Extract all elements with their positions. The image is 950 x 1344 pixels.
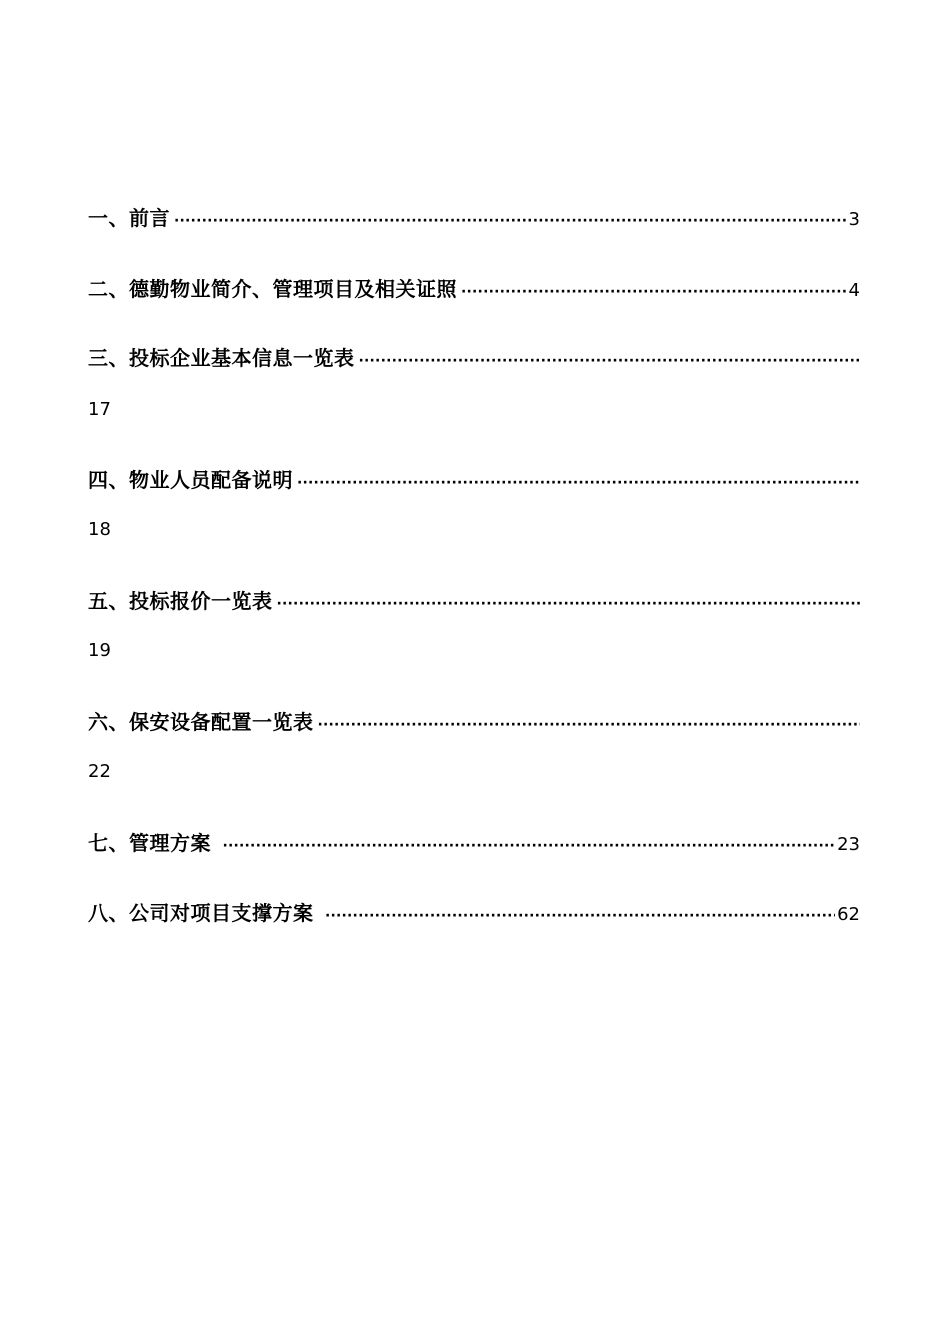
dot-leader — [461, 277, 847, 307]
toc-entry-support-plan[interactable] — [88, 898, 860, 928]
toc-entry-management-plan[interactable] — [88, 828, 860, 858]
toc-entry-title: 五、投标报价一览表 — [88, 589, 273, 613]
toc-entry-page: 4 — [848, 280, 860, 301]
dot-leader — [222, 831, 835, 861]
dot-leader — [277, 589, 861, 619]
toc-entry-title: 七、管理方案 — [88, 831, 219, 855]
dot-leader — [318, 710, 861, 740]
toc-entry-staffing[interactable] — [88, 465, 860, 540]
toc-entry-security-equipment[interactable] — [88, 707, 860, 782]
dot-leader — [174, 206, 847, 236]
toc-entry-page: 3 — [848, 209, 860, 230]
toc-entry-title: 三、投标企业基本信息一览表 — [88, 346, 355, 370]
toc-entry-page: 19 — [88, 640, 111, 661]
toc-entry-title: 四、物业人员配备说明 — [88, 468, 293, 492]
toc-entry-page: 18 — [88, 519, 111, 540]
toc-entry-title: 八、公司对项目支撑方案 — [88, 901, 321, 925]
toc-entry-page: 23 — [837, 834, 860, 855]
dot-leader — [325, 901, 835, 931]
toc-entry-title: 一、前言 — [88, 206, 170, 230]
toc-entry-page: 22 — [88, 761, 111, 782]
toc-entry-page: 17 — [88, 399, 111, 420]
toc-entry-title: 六、保安设备配置一览表 — [88, 710, 314, 734]
toc-entry-title: 二、德勤物业简介、管理项目及相关证照 — [88, 277, 457, 301]
dot-leader — [297, 468, 860, 498]
toc-entry-company-intro[interactable] — [88, 274, 860, 304]
toc-entry-preface[interactable] — [88, 203, 860, 233]
toc-entry-company-info-table[interactable] — [88, 343, 860, 420]
toc-entry-page: 62 — [837, 904, 860, 925]
dot-leader — [359, 346, 861, 376]
toc-entry-quotation-table[interactable] — [88, 586, 860, 661]
